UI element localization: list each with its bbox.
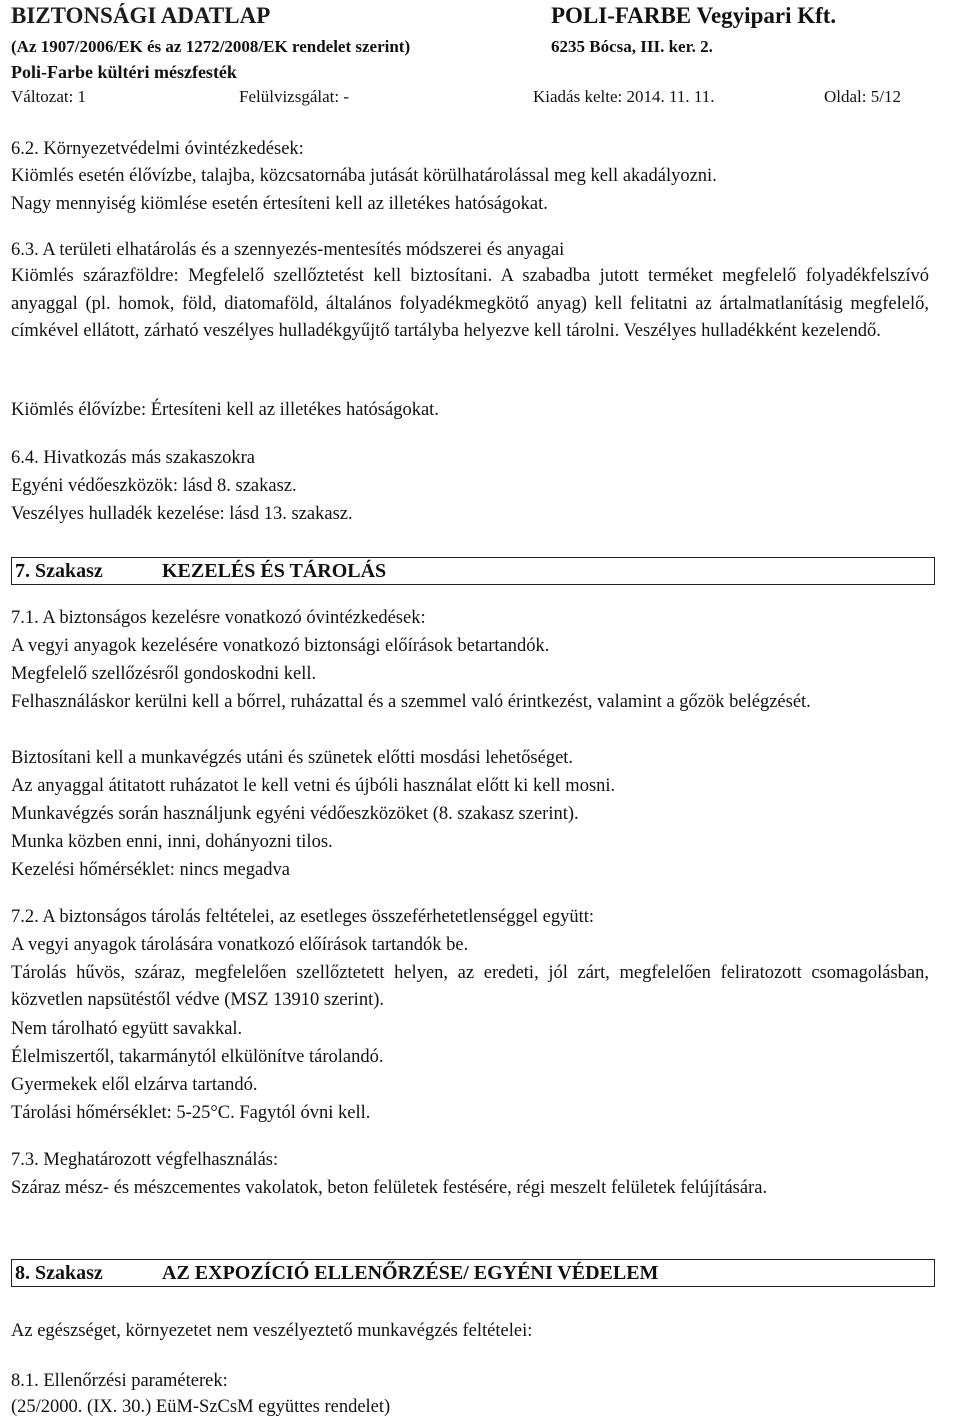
section-7-1-line-7: Munka közben enni, inni, dohányozni tilos. [11, 832, 333, 852]
section-7-header [11, 557, 935, 585]
section-7-2-line-4: Élelmiszertől, takarmánytól elkülönítve tárolandó. [11, 1047, 384, 1067]
version-label: Változat: 1 [11, 87, 87, 106]
section-6-2-line-2: Nagy mennyiség kiömlése esetén értesíteni kell az illetékes hatóságokat. [11, 194, 548, 214]
section-6-2-heading: 6.2. Környezetvédelmi óvintézkedések: [11, 139, 304, 159]
section-6-3-body: Kiömlés szárazföldre: Megfelelő szellőztetést kell biztosítani. A szabadba jutott terméket megfelelő folyadékfelszívó anyaggal (pl. homok, föld, diatomaföld, általános folyadékmegkötő anyag) kell felitatni az ártalmatlanításig megfelelő, címkével ellátott, zárható veszélyes hulladékgyűjtő tartályba helyezve kell tárolni. Veszélyes hulladékként kezelendő. [11, 266, 929, 341]
regulation-reference: (Az 1907/2006/EK és az 1272/2008/EK rendelet szerint) [11, 37, 411, 56]
section-7-number: 7. Szakasz [15, 560, 103, 582]
section-8-1-reference: (25/2000. (IX. 30.) EüM-SzCsM együttes rendelet) [11, 1397, 391, 1417]
section-7-2-heading: 7.2. A biztonságos tárolás feltételei, az esetleges összeférhetetlenséggel együtt: [11, 907, 595, 927]
section-7-1-line-2: Megfelelő szellőzésről gondoskodni kell. [11, 664, 317, 684]
section-7-3-body: Száraz mész- és mészcementes vakolatok, beton felületek festésére, régi meszelt felületek felújítására. [11, 1178, 768, 1198]
section-8-title: AZ EXPOZÍCIÓ ELLENŐRZÉSE/ EGYÉNI VÉDELEM [162, 1262, 659, 1284]
section-6-4-heading: 6.4. Hivatkozás más szakaszokra [11, 448, 256, 468]
section-7-2-line-1: A vegyi anyagok tárolására vonatkozó előírások tartandók be. [11, 935, 469, 955]
product-name: Poli-Farbe kültéri mészfesték [11, 62, 237, 82]
section-7-1-heading: 7.1. A biztonságos kezelésre vonatkozó óvintézkedések: [11, 608, 426, 628]
document-title: BIZTONSÁGI ADATLAP [11, 3, 271, 28]
revision-label: Felülvizsgálat: - [239, 87, 350, 106]
issue-date-label: Kiadás kelte: 2014. 11. 11. [533, 87, 715, 106]
section-7-1-line-6: Munkavégzés során használjunk egyéni védőeszközöket (8. szakasz szerint). [11, 804, 579, 824]
section-8-intro: Az egészséget, környezetet nem veszélyeztető munkavégzés feltételei: [11, 1321, 533, 1341]
company-address: 6235 Bócsa, III. ker. 2. [551, 37, 713, 56]
section-7-1-line-3: Felhasználáskor kerülni kell a bőrrel, ruházattal és a szemmel való érintkezést, valamint a gőzök belégzését. [11, 692, 811, 712]
section-6-4-line-2: Veszélyes hulladék kezelése: lásd 13. szakasz. [11, 504, 353, 524]
section-6-3-water: Kiömlés élővízbe: Értesíteni kell az illetékes hatóságokat. [11, 400, 439, 420]
section-8-header [11, 1259, 935, 1287]
section-7-2-line-2: Tárolás hűvös, száraz, megfelelően szellőztetett helyen, az eredeti, jól zárt, megfelelően feliratozott csomagolásban, közvetlen napsütéstől védve (MSZ 13910 szerint). [11, 963, 929, 1010]
section-8-1-heading: 8.1. Ellenőrzési paraméterek: [11, 1371, 228, 1391]
section-7-1-line-5: Az anyaggal átitatott ruházatot le kell vetni és újbóli használat előtt ki kell mosni. [11, 776, 616, 796]
section-7-2-line-6: Tárolási hőmérséklet: 5-25°C. Fagytól óvni kell. [11, 1103, 371, 1123]
section-6-2-line-1: Kiömlés esetén élővízbe, talajba, közcsatornába jutását körülhatárolással meg kell akadályozni. [11, 166, 717, 186]
section-7-2-line-3: Nem tárolható együtt savakkal. [11, 1019, 243, 1039]
company-name: POLI-FARBE Vegyipari Kft. [551, 3, 837, 28]
section-7-1-line-4: Biztosítani kell a munkavégzés utáni és szünetek előtti mosdási lehetőséget. [11, 748, 574, 768]
section-7-1-line-8: Kezelési hőmérséklet: nincs megadva [11, 860, 290, 880]
section-8-number: 8. Szakasz [15, 1262, 103, 1284]
page-number: Oldal: 5/12 [824, 87, 901, 106]
section-6-3-heading: 6.3. A területi elhatárolás és a szennyezés-mentesítés módszerei és anyagai [11, 240, 565, 260]
section-7-2-line-5: Gyermekek elől elzárva tartandó. [11, 1075, 258, 1095]
section-6-4-line-1: Egyéni védőeszközök: lásd 8. szakasz. [11, 476, 297, 496]
section-7-title: KEZELÉS ÉS TÁROLÁS [162, 560, 387, 582]
section-7-1-line-1: A vegyi anyagok kezelésére vonatkozó biztonsági előírások betartandók. [11, 636, 550, 656]
section-7-3-heading: 7.3. Meghatározott végfelhasználás: [11, 1150, 279, 1170]
